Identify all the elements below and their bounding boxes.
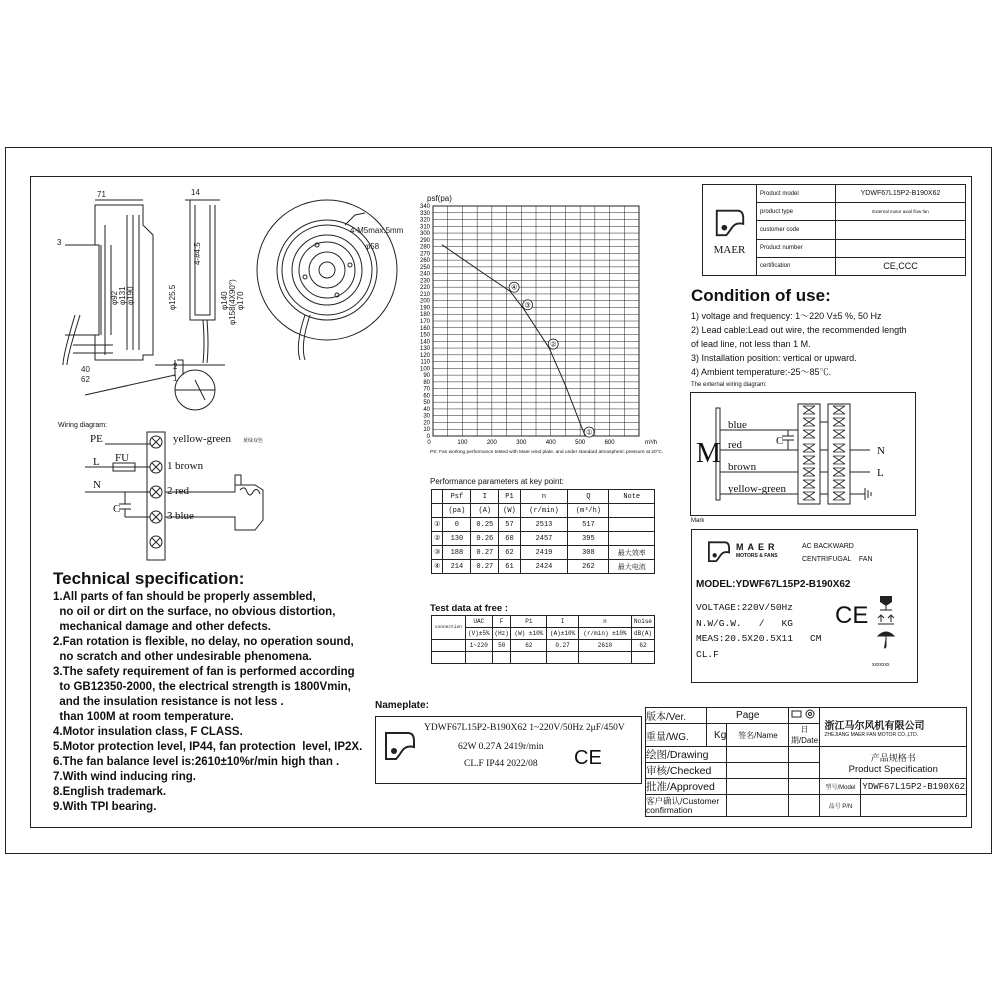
test-cell [511, 652, 547, 664]
wiring-yg-cn: 黄绿双色 [243, 439, 264, 444]
terminal-mark [833, 406, 845, 414]
perf-row [432, 532, 655, 546]
perf-cell: 60 [499, 532, 520, 546]
tb-company-cn: 浙江马尔风机有限公司 [824, 720, 925, 732]
maer-logo-icon [382, 727, 418, 763]
test-cell: dB(A) [632, 628, 655, 640]
y-tick-label: 90 [423, 373, 430, 380]
wiring-t1: 1 [167, 460, 173, 472]
mark-clf: CL.F [696, 649, 719, 660]
test-cell [578, 652, 631, 664]
dim-3: 3 [57, 238, 62, 247]
tb-spec-en: Product Specification [848, 763, 938, 775]
test-cell [547, 652, 579, 664]
wiring-l: L [93, 456, 100, 468]
ext-red: red [728, 439, 743, 451]
test-cell: 2610 [578, 640, 631, 652]
y-tick-label: 290 [419, 237, 430, 244]
terminal-mark [803, 492, 815, 500]
x-tick-label: 500 [575, 440, 586, 446]
tech-spec-line: 8.English trademark. [53, 786, 167, 798]
mark-measure: MEAS:20.5X20.5X11 CM [696, 633, 822, 644]
x-tick-label: 0 [427, 440, 431, 446]
perf-cell: 62 [499, 546, 520, 560]
nameplate-line-2: 62W 0.27A 2419r/min [458, 742, 544, 752]
tech-spec-list [53, 590, 383, 815]
terminal-mark [803, 406, 815, 414]
y-tick-label: 150 [419, 332, 430, 339]
perf-cell [432, 490, 443, 504]
test-cell: (r/min) ±10% [578, 628, 631, 640]
perf-header-row [432, 490, 655, 504]
ext-yellow-green: yellow-green [728, 483, 787, 495]
perf-cell: 0 [443, 518, 471, 532]
perf-cell: (m³/h) [568, 504, 609, 518]
y-tick-label: 160 [419, 325, 430, 332]
dim-phi190: φ190 [126, 286, 135, 305]
tech-spec-line: to GB12350-2000, the electrical strength is 1800Vmin, [53, 681, 351, 693]
tech-spec-line: than 100M at room temperature. [53, 711, 234, 723]
condition-line: of lead line, not less than 1 M. [691, 339, 811, 349]
perf-cell: I [471, 490, 499, 504]
test-row [432, 640, 655, 652]
dim-62: 62 [81, 375, 90, 384]
perf-cell: ④ [432, 560, 443, 574]
tech-spec-line: no scratch and other undesirable phenomena. [53, 651, 312, 663]
this-side-up-icon [878, 615, 894, 624]
test-cell [465, 652, 492, 664]
perf-cell: Psf [443, 490, 471, 504]
perf-cell: 188 [443, 546, 471, 560]
dim-phi170: φ170 [236, 291, 245, 310]
perf-cell: 61 [499, 560, 520, 574]
tb-pn [861, 795, 967, 817]
test-cell: (W) ±10% [511, 628, 547, 640]
perf-cell: ① [432, 518, 443, 532]
dim-phi125: φ125.5 [168, 284, 177, 310]
external-wiring-title: The external wiring diagram: [691, 382, 767, 388]
fragile-icon-stem [880, 606, 892, 610]
dim-4: 4-#4.5 [193, 242, 202, 265]
perf-cell: (A) [471, 504, 499, 518]
perf-cell: 最大效率 [609, 546, 655, 560]
dim-1: 1 [173, 374, 178, 383]
y-tick-label: 170 [419, 319, 430, 325]
terminal-mark [803, 444, 815, 452]
y-tick-label: 260 [419, 258, 430, 265]
test-cell: connection [432, 616, 466, 640]
wiring-red: red [175, 485, 190, 497]
terminal-mark [833, 430, 845, 438]
dim-40: 40 [81, 365, 90, 374]
y-tick-label: 0 [426, 434, 430, 440]
dim-phi58: φ58 [365, 242, 380, 251]
product-label-1: product type [757, 203, 836, 221]
perf-unit-row [432, 504, 655, 518]
x-tick-label: 400 [545, 440, 556, 446]
y-tick-label: 320 [419, 217, 430, 224]
tech-spec-line: 3.The safety requirement of fan is performed according [53, 666, 355, 678]
tech-spec-line: 9.With TPI bearing. [53, 801, 157, 813]
terminal-mark [803, 468, 815, 476]
terminal-mark [803, 418, 815, 426]
perf-cell: Note [609, 490, 655, 504]
tb-page-icons [789, 708, 820, 724]
tb-sign: 签名/Name [727, 724, 789, 747]
tb-page: Page [707, 708, 789, 724]
y-tick-label: 100 [419, 366, 430, 373]
perf-cell: ③ [432, 546, 443, 560]
key-point-label: ③ [524, 301, 531, 310]
mark-label-box [691, 529, 918, 683]
y-tick-label: 180 [419, 312, 430, 319]
product-label-3: Product number [757, 239, 836, 257]
test-cell [432, 640, 466, 652]
mark-voltage: VOLTAGE:220V/50Hz [696, 602, 793, 613]
tb-pn-label: 品号 P/N [820, 795, 861, 817]
y-tick-label: 10 [423, 427, 430, 434]
perf-cell: (pa) [443, 504, 471, 518]
perf-cell: 57 [499, 518, 520, 532]
tb-customer-1: 客户确认/Customer [646, 795, 720, 806]
tech-spec-line: 2.Fan rotation is flexible, no delay, no operation sound, [53, 636, 354, 648]
tb-spec [820, 747, 967, 779]
y-tick-label: 60 [423, 393, 430, 400]
test-cell: (V)±5% [465, 628, 492, 640]
key-point-label: ④ [510, 283, 518, 292]
y-tick-label: 330 [419, 210, 430, 217]
product-logo-text: MAER [713, 243, 746, 256]
perf-cell: 0.25 [471, 518, 499, 532]
perf-cell [609, 518, 655, 532]
y-tick-label: 300 [419, 231, 430, 238]
perf-cell [432, 504, 443, 518]
ext-blue: blue [728, 419, 747, 431]
test-cell: Noise [632, 616, 655, 628]
test-cell: F [492, 616, 511, 628]
y-tick-label: 190 [419, 305, 430, 312]
dim-2: 2 [173, 362, 178, 371]
perf-cell: 262 [568, 560, 609, 574]
title-block [645, 707, 967, 817]
tb-date: 日期/Date [790, 725, 819, 745]
y-tick-label: 230 [419, 278, 430, 285]
condition-title: Condition of use: [691, 286, 831, 305]
tb-wg: 重量/WG. [646, 724, 707, 747]
perf-cell: 最大电流 [609, 560, 655, 574]
tech-spec-line: 6.The fan balance level is:2610±10%r/min high than . [53, 756, 340, 768]
y-tick-label: 80 [423, 379, 430, 386]
ext-l: L [877, 467, 884, 479]
perf-cell: ② [432, 532, 443, 546]
test-cell [432, 652, 466, 664]
mark-weight: N.W/G.W. / KG [696, 618, 793, 629]
tech-spec-line: mechanical damage and other defects. [53, 621, 271, 633]
y-tick-label: 110 [420, 359, 430, 366]
terminal-mark [833, 480, 845, 488]
perf-table [431, 489, 655, 574]
dim-m5: 4-M5max.5mm [350, 226, 404, 235]
packaging-icons [874, 594, 898, 664]
perf-cell: n [520, 490, 568, 504]
test-cell: 62 [632, 640, 655, 652]
x-unit-label: m³/h [645, 440, 657, 446]
perf-cell: 517 [568, 518, 609, 532]
mark-maer: MAER [736, 542, 779, 552]
product-info-table [702, 184, 966, 276]
test-unit-row [432, 628, 655, 640]
test-cell: UAC [465, 616, 492, 628]
performance-chart [410, 200, 680, 450]
y-tick-label: 200 [419, 298, 430, 305]
perf-cell: 2457 [520, 532, 568, 546]
perf-cell: P1 [499, 490, 520, 504]
mechanical-drawing [55, 185, 415, 415]
perf-cell: 130 [443, 532, 471, 546]
nameplate-title: Nameplate: [375, 700, 429, 711]
y-tick-label: 70 [423, 386, 430, 393]
terminal-mark [833, 456, 845, 464]
perf-cell: 0.27 [471, 560, 499, 574]
keep-dry-icon [878, 632, 894, 648]
test-cell [632, 652, 655, 664]
perf-cell: 395 [568, 532, 609, 546]
tb-company-en: ZHEJIANG MAER FAN MOTOR CO.,LTD. [824, 731, 919, 738]
external-wiring-diagram [690, 392, 916, 516]
wiring-diagram-title: Wiring diagram: [58, 422, 108, 429]
tech-spec-line: 4.Motor insulation class, F CLASS. [53, 726, 243, 738]
test-empty-row [432, 652, 655, 664]
ext-brown: brown [728, 461, 757, 473]
tech-spec-line: 1.All parts of fan should be properly assembled, [53, 591, 316, 603]
dim-phi158: φ158(4X90°) [228, 279, 237, 325]
y-tick-label: 270 [419, 251, 430, 258]
terminal-mark [833, 444, 845, 452]
wiring-fu: FU [115, 452, 130, 464]
tech-spec-title: Technical specification: [53, 569, 245, 588]
perf-row [432, 560, 655, 574]
projection-icon [791, 709, 817, 719]
test-cell: 62 [511, 640, 547, 652]
product-label-0: Product model [757, 185, 836, 203]
perf-cell: 214 [443, 560, 471, 574]
condition-line: 2) Lead cable:Lead out wire, the recommended length [691, 325, 907, 335]
test-cell: 50 [492, 640, 511, 652]
dim-phi92: φ92 [110, 290, 119, 305]
terminal-mark [833, 418, 845, 426]
condition-line: 3) Installation position: vertical or upward. [691, 353, 857, 363]
nameplate-line-1: YDWF67L15P2-B190X62 1~220V/50Hz 2μF/450V [424, 723, 625, 733]
key-point-label: ② [550, 340, 557, 349]
chart-y-label: psf(pa) [427, 194, 452, 203]
nameplate-ce-mark: CE [574, 747, 602, 769]
y-tick-label: 40 [423, 406, 430, 413]
maer-logo-icon [706, 538, 732, 564]
ext-n: N [877, 445, 885, 457]
wiring-n: N [93, 479, 101, 491]
y-tick-label: 210 [419, 291, 430, 298]
x-tick-label: 600 [604, 440, 615, 446]
condition-line: 4) Ambient temperature:-25～85℃. [691, 367, 832, 377]
tb-checked: 审核/Checked [646, 763, 727, 779]
perf-cell: 0.26 [471, 532, 499, 546]
dim-71: 71 [97, 190, 106, 199]
test-cell [492, 652, 511, 664]
dim-phi131: φ131 [118, 286, 127, 305]
product-label-4: certification [757, 257, 836, 275]
maer-logo-icon [713, 205, 747, 239]
perf-table-title: Performance parameters at key point: [430, 477, 564, 486]
product-label-2: customer code [757, 221, 836, 239]
test-cell: n [578, 616, 631, 628]
wiring-brown: brown [175, 460, 204, 472]
perf-row [432, 518, 655, 532]
perf-cell: Q [568, 490, 609, 504]
ext-motor-m: M [696, 438, 721, 469]
y-tick-label: 280 [419, 244, 430, 251]
wiring-t2: 2 [167, 485, 173, 497]
test-data-title: Test data at free : [430, 603, 508, 614]
mark-centrifugal: CENTRIFUGAL FAN [802, 556, 873, 563]
dim-phi140: φ140 [220, 291, 229, 310]
perf-cell [609, 504, 655, 518]
dim-14: 14 [191, 188, 200, 197]
test-cell: 0.27 [547, 640, 579, 652]
y-tick-label: 310 [419, 224, 430, 231]
y-tick-label: 240 [419, 271, 430, 278]
tb-drawing: 绘图/Drawing [646, 747, 727, 763]
chart-note: PS: Fan working performance tested with Maer wind plate, and under standard atmospheric pressure at 20°C. [430, 450, 664, 455]
perf-cell: (W) [499, 504, 520, 518]
tb-company [820, 708, 967, 747]
x-tick-label: 100 [457, 440, 468, 446]
terminal-mark [803, 456, 815, 464]
test-cell: (Hz) [492, 628, 511, 640]
perf-cell: 308 [568, 546, 609, 560]
nameplate-line-3: CL.F IP44 2022/08 [464, 759, 538, 769]
key-point-label: ① [586, 428, 593, 437]
tb-model-label: 型号/Model [820, 779, 861, 795]
y-tick-label: 140 [419, 339, 430, 346]
perf-cell: (r/min) [520, 504, 568, 518]
nameplate-box [375, 716, 642, 784]
test-cell: 1~220 [465, 640, 492, 652]
wiring-c: C [113, 503, 121, 515]
product-value-0: YDWF67L15P2-B190X62 [836, 185, 966, 203]
tech-spec-line: 5.Motor protection level, IP44, fan protection level, IP2X. [53, 741, 363, 753]
wiring-t3: 3 [167, 510, 173, 522]
y-tick-label: 20 [423, 420, 430, 427]
tech-spec-line: no oil or dirt on the surface, no obvious distortion, [53, 606, 336, 618]
y-tick-label: 130 [419, 346, 430, 353]
test-data-table [431, 615, 655, 664]
tb-model: YDWF67L15P2-B190X62 [861, 779, 967, 795]
tech-spec-line: and the insulation resistance is not less . [53, 696, 284, 708]
perf-cell: 2424 [520, 560, 568, 574]
performance-curve [442, 245, 585, 436]
fragile-icon [880, 596, 892, 606]
tb-customer [646, 795, 727, 817]
product-value-1: External motor axial flow fan [836, 203, 966, 221]
condition-line: 1) voltage and frequency: 1～220 V±5 %, 50 Hz [691, 311, 882, 321]
mark-ce: CE [835, 602, 869, 629]
terminal-mark [833, 492, 845, 500]
wiring-diagram [85, 430, 285, 565]
y-tick-label: 120 [419, 352, 430, 359]
y-tick-label: 50 [423, 400, 430, 407]
perf-row [432, 546, 655, 560]
product-value-4: CE,CCC [836, 257, 966, 275]
mark-title: Mark [691, 518, 705, 524]
x-tick-label: 300 [516, 440, 527, 446]
mark-model: MODEL:YDWF67L15P2-B190X62 [696, 579, 851, 590]
tb-customer-2: confirmation [646, 804, 693, 815]
test-cell: P1 [511, 616, 547, 628]
terminal-mark [803, 480, 815, 488]
test-cell: I [547, 616, 579, 628]
mark-sub: MOTORS & FANS [736, 553, 778, 559]
wiring-blue: blue [175, 510, 194, 522]
perf-cell [609, 532, 655, 546]
tb-spec-cn: 产品规格书 [870, 752, 916, 763]
y-tick-label: 250 [419, 264, 430, 271]
test-header-row [432, 616, 655, 628]
tb-kg: Kg [707, 724, 727, 747]
mark-xxx: xxxxxxx [872, 662, 890, 668]
perf-cell: 2419 [520, 546, 568, 560]
product-logo-cell [703, 185, 757, 276]
perf-cell: 0.27 [471, 546, 499, 560]
product-value-2 [836, 221, 966, 239]
y-tick-label: 30 [423, 413, 430, 420]
test-cell: (A)±10% [547, 628, 579, 640]
ext-c: C [776, 435, 784, 447]
product-value-3 [836, 239, 966, 257]
x-tick-label: 200 [486, 440, 497, 446]
terminal-mark [833, 468, 845, 476]
wiring-pe: PE [90, 433, 103, 445]
y-tick-label: 220 [419, 285, 430, 292]
mark-ac-backward: AC BACKWARD [802, 543, 854, 550]
wiring-yellow-green: yellow-green [173, 433, 232, 445]
tech-spec-line: 7.With wind inducing ring. [53, 771, 196, 783]
tb-approved: 批准/Approved [646, 779, 727, 795]
y-tick-label: 340 [419, 204, 430, 210]
tb-ver: 版本/Ver. [646, 708, 707, 724]
perf-cell: 2513 [520, 518, 568, 532]
terminal-mark [803, 430, 815, 438]
condition-list [691, 309, 961, 379]
